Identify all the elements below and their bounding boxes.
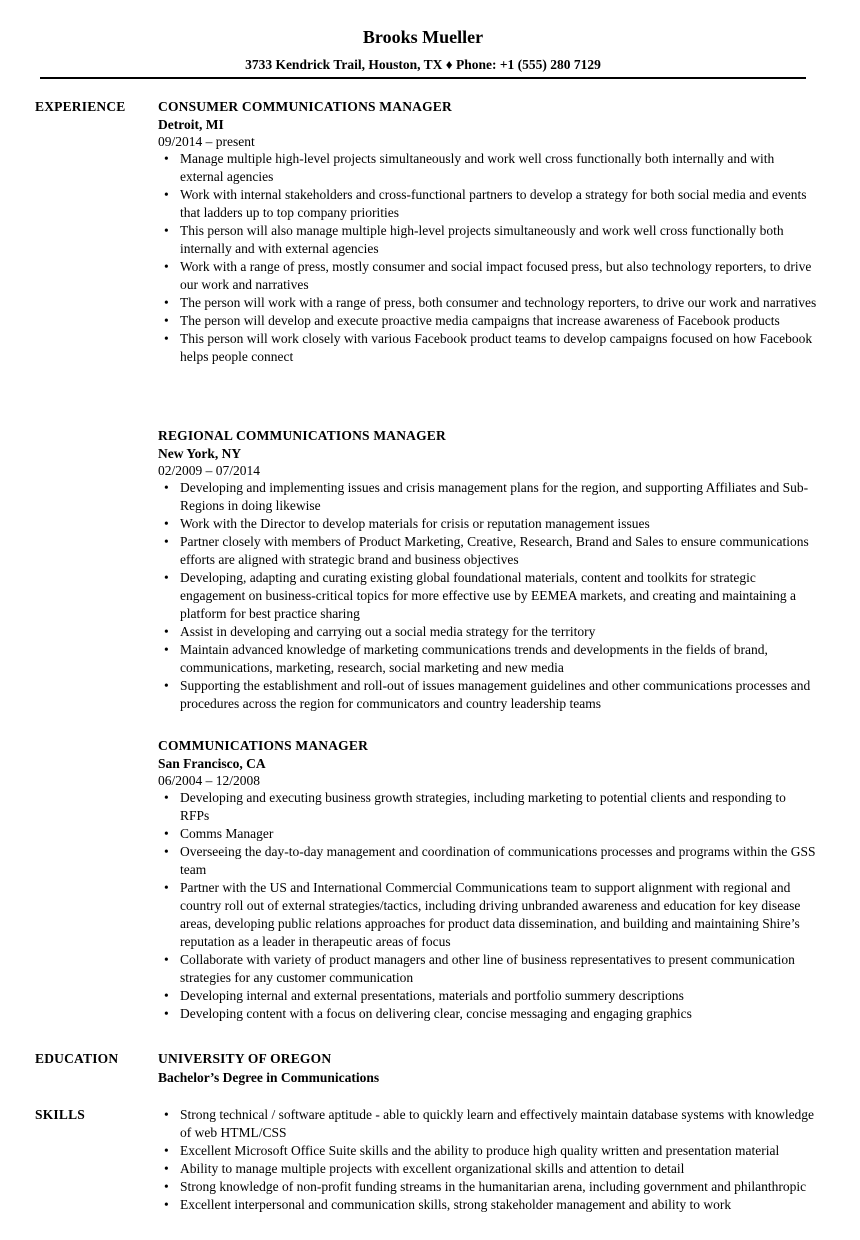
job-bullets (158, 789, 818, 1023)
section-label-experience: EXPERIENCE (35, 99, 126, 114)
contact-line: 3733 Kendrick Trail, Houston, TX ♦ Phone: +1 (555) 280 7129 (245, 57, 601, 72)
skill-item: • Excellent Microsoft Office Suite skills and the ability to produce high quality written and presentation material (158, 1142, 818, 1160)
job-bullet: • Work with a range of press, mostly consumer and social impact focused press, but also technology reporters, to drive our work and narratives (158, 258, 818, 294)
job-bullet: • Developing, adapting and curating existing global foundational materials, content and toolkits for strategic engagement on business-critical topics for more effective use by EEMEA markets, and creating and maintaining a platform for best practice sharing (158, 569, 818, 623)
job-location: New York, NY (158, 446, 242, 461)
job-bullet: • This person will also manage multiple high-level projects simultaneously and work well cross functionally both internally and with external agencies (158, 222, 818, 258)
education-body (158, 1050, 818, 1088)
job-bullets (158, 150, 818, 366)
skills-body (158, 1106, 818, 1214)
school-name: UNIVERSITY OF OREGON (158, 1051, 332, 1066)
job-title: COMMUNICATIONS MANAGER (158, 738, 369, 753)
job-entry (158, 98, 818, 366)
job-bullet: • Comms Manager (158, 825, 818, 843)
job-bullet: • Overseeing the day-to-day management and coordination of communications processes and programs within the GSS team (158, 843, 818, 879)
job-bullet: • Developing internal and external presentations, materials and portfolio summery descriptions (158, 987, 818, 1005)
job-bullets (158, 479, 818, 713)
skill-item: • Strong knowledge of non-profit funding streams in the humanitarian arena, including government and philanthropic (158, 1178, 818, 1196)
job-bullet: • The person will develop and execute proactive media campaigns that increase awareness of Facebook products (158, 312, 818, 330)
job-dates: 06/2004 – 12/2008 (158, 773, 261, 788)
job-bullet: • Assist in developing and carrying out a social media strategy for the territory (158, 623, 818, 641)
job-bullet: • This person will work closely with various Facebook product teams to develop campaigns focused on how Facebook helps people connect (158, 330, 818, 366)
job-bullet: • Supporting the establishment and roll-out of issues management guidelines and other communications processes and procedures across the region for communicators and country leadership teams (158, 677, 818, 713)
skill-item: • Excellent interpersonal and communication skills, strong stakeholder management and ability to work (158, 1196, 818, 1214)
degree: Bachelor’s Degree in Communications (158, 1070, 380, 1085)
section-label-skills: SKILLS (35, 1107, 85, 1122)
job-title: CONSUMER COMMUNICATIONS MANAGER (158, 99, 452, 114)
job-bullet: • Collaborate with variety of product managers and other line of business representatives to present communication strategies for any customer communication (158, 951, 818, 987)
resume-header (40, 25, 806, 74)
job-location: Detroit, MI (158, 117, 224, 132)
job-bullet: • Partner closely with members of Product Marketing, Creative, Research, Brand and Sales to ensure communications efforts are aligned with strategic brand and business objectives (158, 533, 818, 569)
skills-list (158, 1106, 818, 1214)
job-bullet: • Developing and executing business growth strategies, including marketing to potential clients and responding to RFPs (158, 789, 818, 825)
job-bullet: • Work with internal stakeholders and cross-functional partners to develop a strategy for both social media and events that ladders up to top company priorities (158, 186, 818, 222)
job-bullet: • Manage multiple high-level projects simultaneously and work well cross functionally both internally and with external agencies (158, 150, 818, 186)
job-bullet: • Developing content with a focus on delivering clear, concise messaging and engaging graphics (158, 1005, 818, 1023)
skill-item: • Ability to manage multiple projects with excellent organizational skills and attention to detail (158, 1160, 818, 1178)
candidate-name: Brooks Mueller (362, 27, 484, 47)
job-bullet: • Partner with the US and International Commercial Communications team to support alignment with regional and country roll out of external strategies/tactics, including driving unbranded awareness and education for key disease areas, developing public relations approaches for product data dissemination, and building and maintaining Shire’s reputation as a leader in therapeutic areas of focus (158, 879, 818, 951)
skill-item: • Strong technical / software aptitude - able to quickly learn and effectively maintain database systems with knowledge of web HTML/CSS (158, 1106, 818, 1142)
job-bullet: • The person will work with a range of press, both consumer and technology reporters, to drive our work and narratives (158, 294, 818, 312)
job-bullet: • Work with the Director to develop materials for crisis or reputation management issues (158, 515, 818, 533)
job-entry (158, 427, 818, 713)
header-divider (40, 77, 806, 79)
job-bullet: • Developing and implementing issues and crisis management plans for the region, and supporting Affiliates and Sub-Regions in doing likewise (158, 479, 818, 515)
job-dates: 02/2009 – 07/2014 (158, 463, 261, 478)
job-entry (158, 737, 818, 1023)
job-location: San Francisco, CA (158, 756, 266, 771)
job-bullet: • Maintain advanced knowledge of marketing communications trends and developments in the fields of brand, communications, marketing, research, social marketing and new media (158, 641, 818, 677)
job-title: REGIONAL COMMUNICATIONS MANAGER (158, 428, 446, 443)
job-dates: 09/2014 – present (158, 134, 255, 149)
section-label-education: EDUCATION (35, 1051, 119, 1066)
